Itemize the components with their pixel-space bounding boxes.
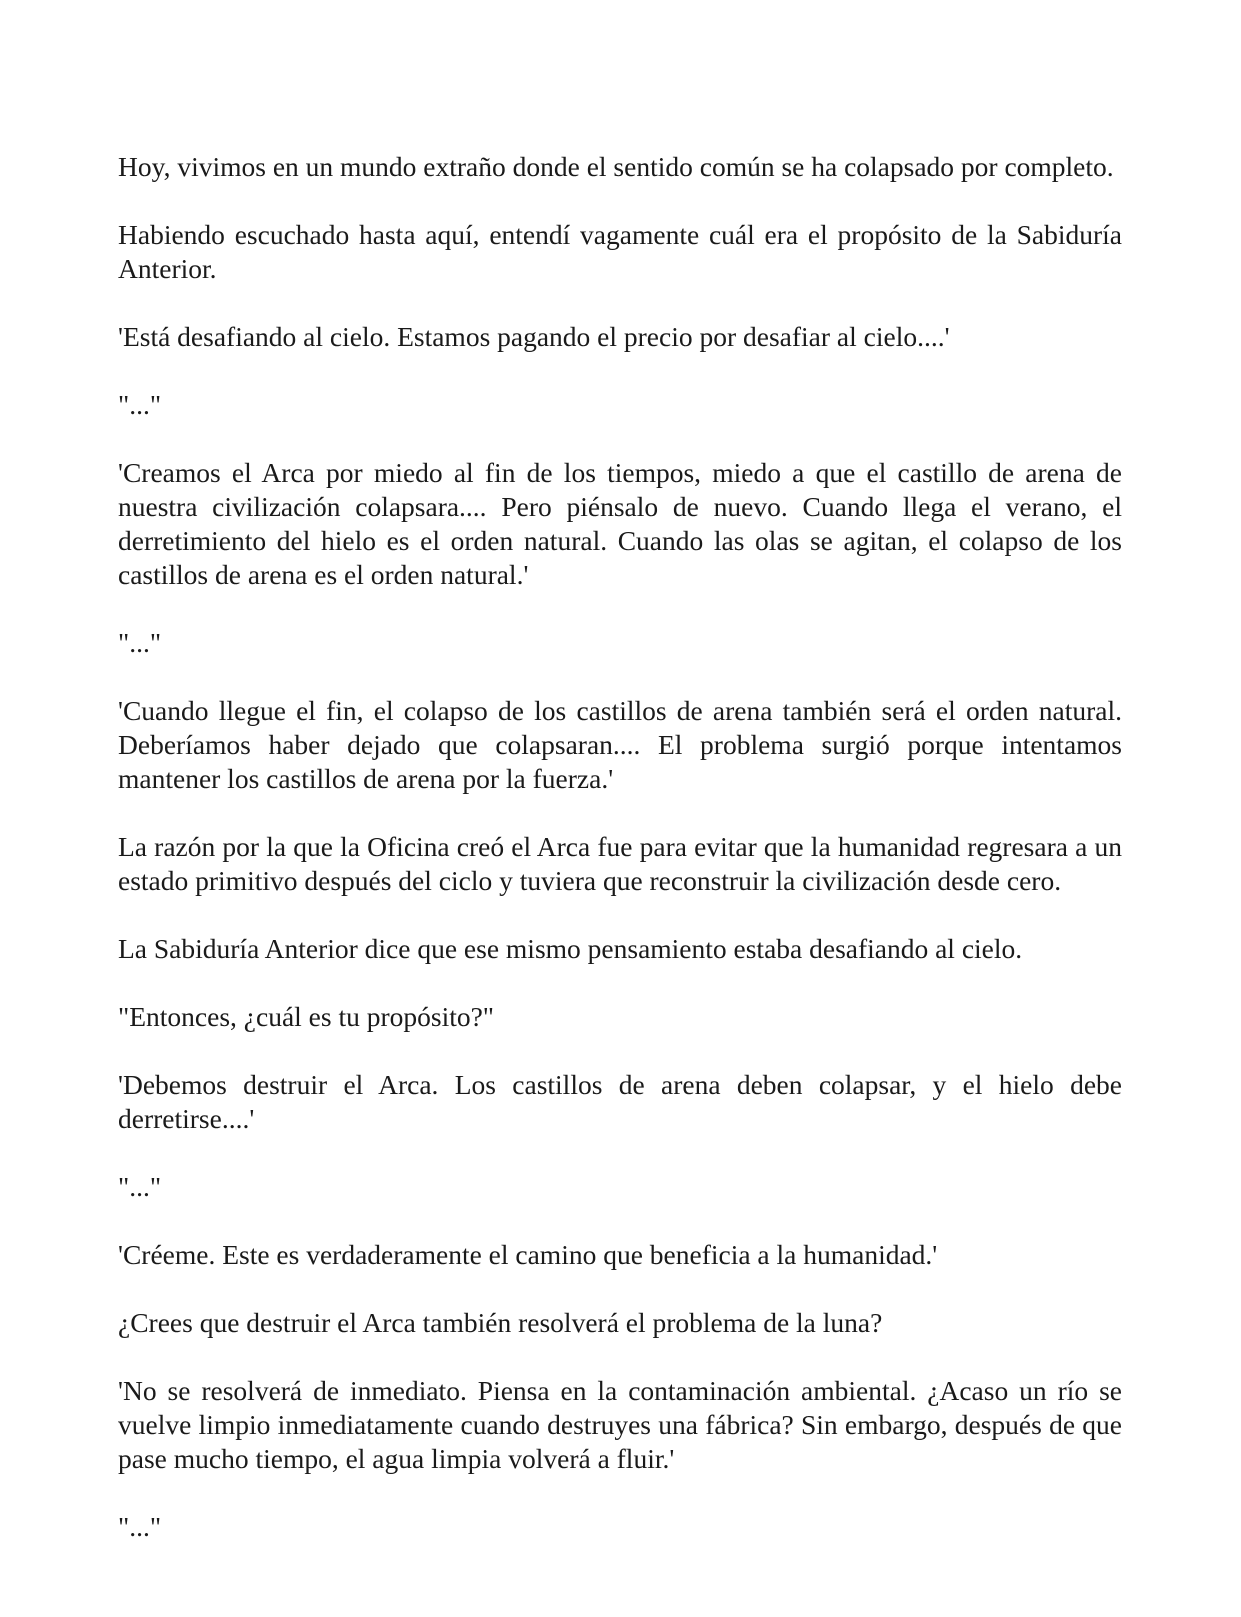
paragraph-15: 'No se resolverá de inmediato. Piensa en la contaminación ambiental. ¿Acaso un río se vuelve limpio inmediatamente cuando destruyes una fábrica? Sin embargo, después de que pase mucho tiempo, el agua limpia volverá a fluir.': [118, 1375, 1122, 1474]
paragraph-3: 'Está desafiando al cielo. Estamos pagando el precio por desafiar al cielo....': [118, 321, 950, 352]
paragraph-5: 'Creamos el Arca por miedo al fin de los tiempos, miedo a que el castillo de arena de nuestra civilización colapsara.... Pero piénsalo de nuevo. Cuando llega el verano, el derretimiento del hielo es el orden natural. Cuando las olas se agitan, el colapso de los castillos de arena es el orden natural.': [118, 457, 1122, 590]
paragraph-9: La Sabiduría Anterior dice que ese mismo pensamiento estaba desafiando al cielo.: [118, 933, 1023, 964]
paragraph-10: "Entonces, ¿cuál es tu propósito?": [118, 1001, 495, 1032]
document-body: [118, 150, 1122, 1578]
paragraph-2: Habiendo escuchado hasta aquí, entendí vagamente cuál era el propósito de la Sabiduría Anterior.: [118, 219, 1122, 284]
ellipsis-line-4: "...": [118, 1511, 162, 1542]
paragraph-8: La razón por la que la Oficina creó el Arca fue para evitar que la humanidad regresara a un estado primitivo después del ciclo y tuviera que reconstruir la civilización desde cero.: [118, 831, 1122, 896]
paragraph-11: 'Debemos destruir el Arca. Los castillos de arena deben colapsar, y el hielo debe derretirse....': [118, 1069, 1122, 1134]
ellipsis-line-1: "...": [118, 389, 162, 420]
ellipsis-line-2: "...": [118, 627, 162, 658]
paragraph-1: Hoy, vivimos en un mundo extraño donde el sentido común se ha colapsado por completo.: [118, 151, 1114, 182]
paragraph-13: 'Créeme. Este es verdaderamente el camino que beneficia a la humanidad.': [118, 1239, 938, 1270]
paragraph-14: ¿Crees que destruir el Arca también resolverá el problema de la luna?: [118, 1307, 883, 1338]
paragraph-7: 'Cuando llegue el fin, el colapso de los castillos de arena también será el orden natural. Deberíamos haber dejado que colapsaran.... El problema surgió porque intentamos mantener los castillos de arena por la fuerza.': [118, 695, 1122, 794]
ellipsis-line-3: "...": [118, 1171, 162, 1202]
